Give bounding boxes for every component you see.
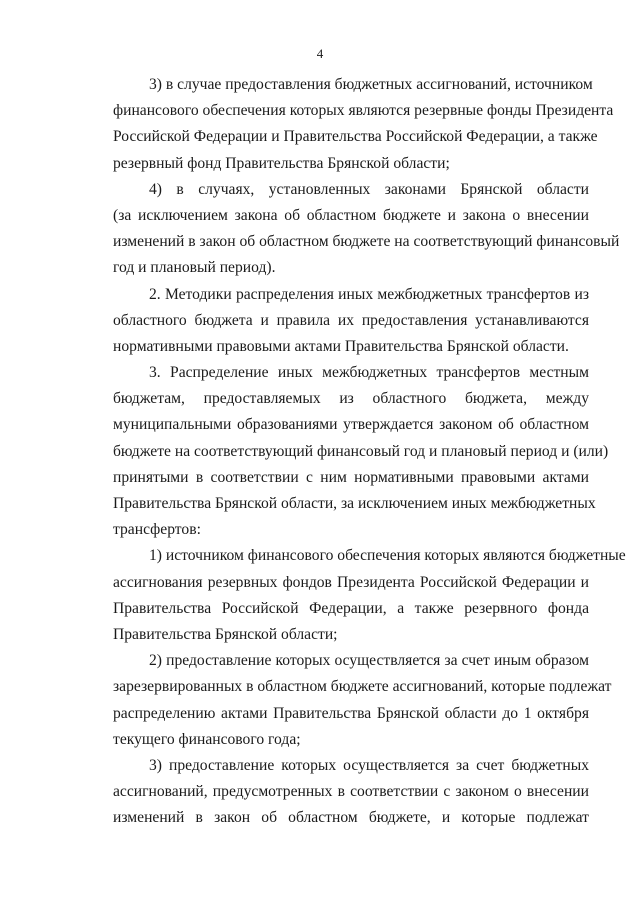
text-line: Правительства Российской Федерации, а также резервного фонда (113, 599, 589, 617)
text-line: нормативными правовыми актами Правительства Брянской области. (113, 337, 569, 355)
text-line: Правительства Брянской области, за исключением иных межбюджетных (113, 495, 596, 512)
text-line: текущего финансового года; (113, 730, 301, 748)
text-line: трансфертов: (113, 521, 201, 539)
text-line: бюджетам, предоставляемых из областного бюджета, между (113, 390, 589, 408)
text-line: муниципальными образованиями утверждается законом об областном (113, 416, 589, 434)
text-line: изменений в закон об областном бюджете, и которые подлежат (113, 809, 589, 827)
text-line: ассигнований, предусмотренных в соответствии с законом о внесении (113, 783, 589, 801)
paragraph (113, 282, 589, 361)
text-line: бюджете на соответствующий финансовый год и плановый период и (или) (113, 442, 609, 460)
page-number: 4 (316, 46, 324, 61)
text-line: 2) предоставление которых осуществляется за счет иным образом (149, 652, 589, 670)
paragraph (113, 72, 614, 177)
paragraph (113, 360, 609, 543)
text-line: финансового обеспечения которых являются резервные фонды Президента (113, 102, 614, 120)
paragraph (113, 543, 626, 648)
text-line: ассигнования резервных фондов Президента Российской Федерации и (113, 573, 589, 591)
text-line: изменений в закон об областном бюджете на соответствующий финансовый (113, 233, 620, 251)
text-line: резервный фонд Правительства Брянской области; (113, 154, 450, 172)
text-line: 4) в случаях, установленных законами Брянской области (149, 180, 589, 198)
text-line: зарезервированных в областном бюджете ассигнований, которые подлежат (113, 678, 612, 696)
text-line: Правительства Брянской области; (113, 625, 338, 643)
paragraph (113, 177, 620, 282)
text-line: принятыми в соответствии с ним нормативными правовыми актами (113, 468, 589, 486)
text-line: распределению актами Правительства Брянской области до 1 октября (113, 704, 589, 722)
text-line: 2. Методики распределения иных межбюджетных трансфертов из (149, 285, 589, 303)
text-line: 3. Распределение иных межбюджетных трансфертов местным (149, 364, 589, 382)
paragraph (113, 648, 612, 753)
text-line: год и плановый период). (113, 259, 276, 277)
paragraph (113, 753, 589, 832)
document-body (113, 72, 626, 831)
text-line: 3) в случае предоставления бюджетных ассигнований, источником (149, 76, 593, 93)
text-line: 1) источником финансового обеспечения которых являются бюджетные (149, 547, 626, 565)
text-line: 3) предоставление которых осуществляется за счет бюджетных (149, 756, 589, 774)
text-line: областного бюджета и правила их предоставления устанавливаются (113, 311, 589, 329)
text-line: Российской Федерации и Правительства Российской Федерации, а также (113, 128, 598, 146)
text-line: (за исключением закона об областном бюджете и закона о внесении (113, 206, 589, 224)
